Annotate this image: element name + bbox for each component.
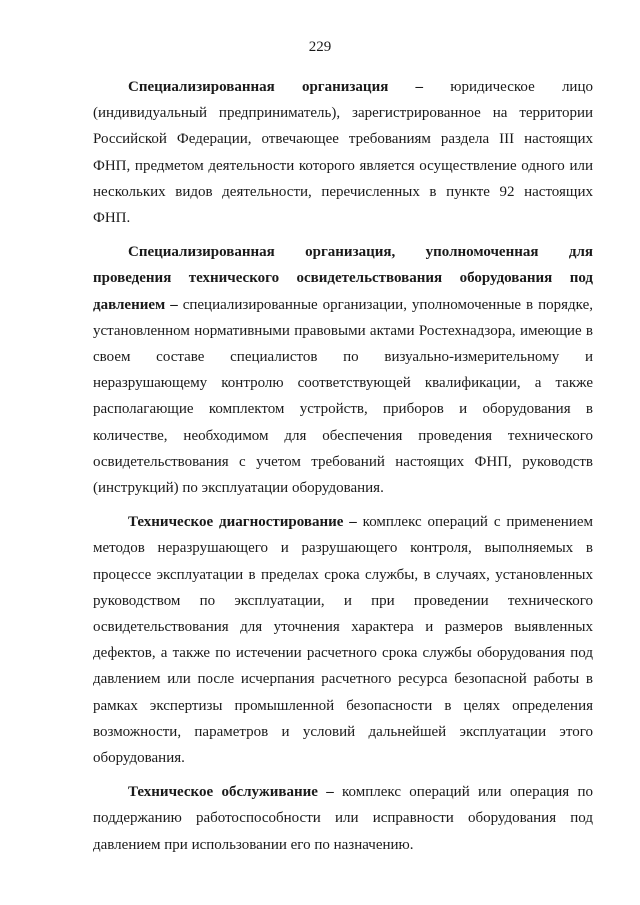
definition-dash: – xyxy=(343,514,363,531)
definition-specialized-organization xyxy=(93,74,593,231)
definition-technical-maintenance xyxy=(93,779,593,858)
definition-dash: – xyxy=(165,296,183,313)
paragraph-gap xyxy=(93,771,593,779)
definition-text: комплекс операций или операция по поддержанию работоспособности или исправности оборудования под давлением при использовании его по назначению. xyxy=(93,784,594,853)
page-number: 229 xyxy=(308,39,332,55)
definition-authorized-organization xyxy=(93,239,593,501)
document-body xyxy=(93,74,593,858)
definition-term: Специализированная организация xyxy=(128,79,389,95)
definition-text: специализированные организации, уполномоченные в порядке, установленном нормативными правовыми актами Ростехнадзора, имеющие в своем составе специалистов по визуально-измерительному и неразрушающему контролю соответствующей квалификации, а также располагающие комплектом устройств, приборов и оборудования в количестве, необходимом для обеспечения проведения технического освидетельствования с учетом требований настоящих ФНП, руководств (инструкций) по эксплуатации оборудования. xyxy=(93,296,594,497)
paragraph-gap xyxy=(93,231,593,239)
definition-dash: – xyxy=(388,79,451,95)
definition-dash: – xyxy=(317,784,343,801)
paragraph-gap xyxy=(93,501,593,509)
definition-text: комплекс операций с применением методов неразрушающего и разрушающего контроля, выполняемых в процессе эксплуатации в пределах срока службы, в случаях, установленных руководством по эксплуатации, и при проведении технического освидетельствования для уточнения характера и размеров выявленных дефектов, а также по истечении расчетного срока службы оборудования под давлением или после исчерпания расчетного ресурса безопасной работы в рамках экспертизы промышленной безопасности в целях определения возможности, параметров и условий дальнейшей эксплуатации этого оборудования. xyxy=(93,514,593,767)
definition-term: Техническое обслуживание xyxy=(128,784,318,801)
definition-technical-diagnostics xyxy=(93,509,593,771)
definition-term: Техническое диагностирование xyxy=(128,514,344,531)
definition-text: юридическое лицо (индивидуальный предприниматель), зарегистрированное на территории Российской Федерации, отвечающее требованиям раздела III настоящих ФНП, предметом деятельности которого является осуществление одного или нескольких видов деятельности, перечисленных в пункте 92 настоящих ФНП. xyxy=(93,79,593,227)
definition-term: Специализированная организация, уполномоченная для проведения технического освидетельствования оборудования под давлением xyxy=(93,244,593,313)
